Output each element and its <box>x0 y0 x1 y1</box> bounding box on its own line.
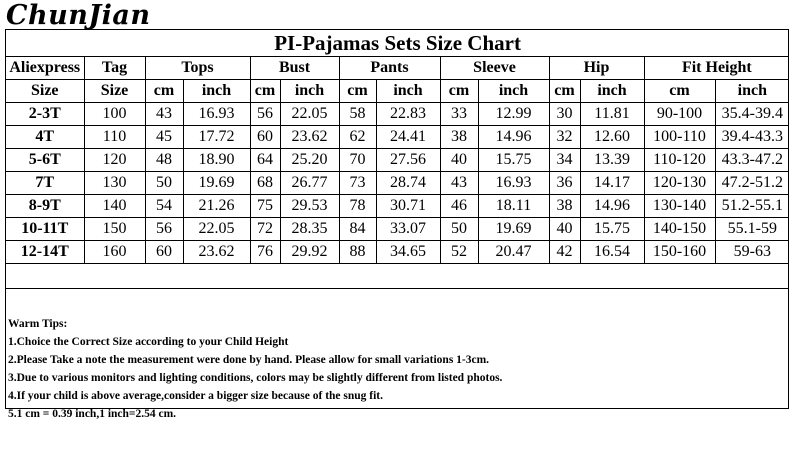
brand-logo-text: ChunJian <box>6 0 151 31</box>
warm-tips <box>6 288 789 423</box>
size-table <box>6 30 789 264</box>
cell-sleeve-inch: 14.96 <box>478 126 549 149</box>
cell-height-cm: 140-150 <box>644 218 715 241</box>
table-row <box>6 149 789 172</box>
cell-hip-inch: 16.54 <box>580 241 644 264</box>
cell-tag: 150 <box>84 218 145 241</box>
tip-item: 3.Due to various monitors and lighting conditions, colors may be slightly different from listed photos. <box>8 372 503 384</box>
cell-size: 4T <box>6 126 84 149</box>
table-row <box>6 172 789 195</box>
header-pants: Pants <box>339 57 440 80</box>
cell-size: 5-6T <box>6 149 84 172</box>
cell-bust-inch: 26.77 <box>280 172 339 195</box>
cell-height-inch: 59-63 <box>715 241 789 264</box>
cell-tops-inch: 21.26 <box>183 195 250 218</box>
cell-height-inch: 55.1-59 <box>715 218 789 241</box>
tip-item: 1.Choice the Correct Size according to your Child Height <box>8 336 289 348</box>
cell-tag: 160 <box>84 241 145 264</box>
header-sleeve-cm: cm <box>440 80 478 103</box>
cell-height-inch: 39.4-43.3 <box>715 126 789 149</box>
header-size: Size <box>6 80 84 103</box>
cell-sleeve-inch: 16.93 <box>478 172 549 195</box>
cell-tops-cm: 54 <box>145 195 183 218</box>
header-row-sub <box>6 80 789 103</box>
cell-size: 2-3T <box>6 103 84 126</box>
cell-hip-cm: 34 <box>549 149 580 172</box>
header-hip-inch: inch <box>580 80 644 103</box>
header-bust: Bust <box>250 57 339 80</box>
cell-pants-inch: 33.07 <box>376 218 440 241</box>
cell-tops-cm: 48 <box>145 149 183 172</box>
cell-tops-inch: 23.62 <box>183 241 250 264</box>
cell-pants-inch: 22.83 <box>376 103 440 126</box>
cell-height-inch: 43.3-47.2 <box>715 149 789 172</box>
header-pants-inch: inch <box>376 80 440 103</box>
cell-bust-cm: 60 <box>250 126 280 149</box>
cell-sleeve-inch: 20.47 <box>478 241 549 264</box>
cell-tops-inch: 22.05 <box>183 218 250 241</box>
cell-bust-inch: 29.53 <box>280 195 339 218</box>
cell-height-cm: 90-100 <box>644 103 715 126</box>
cell-height-inch: 35.4-39.4 <box>715 103 789 126</box>
cell-sleeve-cm: 38 <box>440 126 478 149</box>
cell-sleeve-cm: 46 <box>440 195 478 218</box>
cell-sleeve-cm: 33 <box>440 103 478 126</box>
table-row <box>6 218 789 241</box>
cell-tag: 120 <box>84 149 145 172</box>
header-hip-cm: cm <box>549 80 580 103</box>
cell-height-cm: 130-140 <box>644 195 715 218</box>
cell-bust-cm: 68 <box>250 172 280 195</box>
cell-height-cm: 110-120 <box>644 149 715 172</box>
title-row <box>6 30 789 57</box>
cell-sleeve-inch: 19.69 <box>478 218 549 241</box>
header-pants-cm: cm <box>339 80 376 103</box>
cell-size: 10-11T <box>6 218 84 241</box>
cell-pants-inch: 24.41 <box>376 126 440 149</box>
table-row <box>6 103 789 126</box>
cell-tag: 130 <box>84 172 145 195</box>
header-fit-height: Fit Height <box>644 57 789 80</box>
cell-tag: 140 <box>84 195 145 218</box>
cell-pants-inch: 34.65 <box>376 241 440 264</box>
header-bust-cm: cm <box>250 80 280 103</box>
chart-title: PI-Pajamas Sets Size Chart <box>6 30 789 57</box>
cell-hip-inch: 11.81 <box>580 103 644 126</box>
header-hip: Hip <box>549 57 644 80</box>
cell-tops-cm: 50 <box>145 172 183 195</box>
cell-tag: 110 <box>84 126 145 149</box>
cell-hip-inch: 14.96 <box>580 195 644 218</box>
header-height-cm: cm <box>644 80 715 103</box>
header-sleeve: Sleeve <box>440 57 549 80</box>
cell-size: 8-9T <box>6 195 84 218</box>
cell-pants-inch: 27.56 <box>376 149 440 172</box>
cell-size: 12-14T <box>6 241 84 264</box>
cell-pants-inch: 30.71 <box>376 195 440 218</box>
cell-bust-inch: 22.05 <box>280 103 339 126</box>
cell-tag: 100 <box>84 103 145 126</box>
tip-item: 5.1 cm = 0.39 inch,1 inch=2.54 cm. <box>8 408 177 420</box>
cell-pants-cm: 62 <box>339 126 376 149</box>
cell-height-inch: 51.2-55.1 <box>715 195 789 218</box>
cell-sleeve-inch: 12.99 <box>478 103 549 126</box>
cell-pants-cm: 88 <box>339 241 376 264</box>
cell-hip-cm: 40 <box>549 218 580 241</box>
cell-pants-cm: 84 <box>339 218 376 241</box>
cell-hip-inch: 15.75 <box>580 218 644 241</box>
cell-bust-inch: 25.20 <box>280 149 339 172</box>
header-tag-size: Size <box>84 80 145 103</box>
table-row <box>6 241 789 264</box>
table-row <box>6 195 789 218</box>
cell-tops-cm: 43 <box>145 103 183 126</box>
cell-tops-inch: 17.72 <box>183 126 250 149</box>
tips-heading: Warm Tips: <box>8 318 68 330</box>
cell-hip-cm: 38 <box>549 195 580 218</box>
cell-tops-inch: 16.93 <box>183 103 250 126</box>
header-tops-inch: inch <box>183 80 250 103</box>
cell-pants-cm: 70 <box>339 149 376 172</box>
cell-hip-cm: 32 <box>549 126 580 149</box>
cell-pants-inch: 28.74 <box>376 172 440 195</box>
tip-item: 2.Please Take a note the measurement were done by hand. Please allow for small variations 1-3cm. <box>8 354 490 366</box>
cell-sleeve-inch: 18.11 <box>478 195 549 218</box>
cell-tops-cm: 60 <box>145 241 183 264</box>
cell-hip-cm: 30 <box>549 103 580 126</box>
table-row <box>6 126 789 149</box>
cell-height-cm: 150-160 <box>644 241 715 264</box>
cell-tops-cm: 45 <box>145 126 183 149</box>
tip-item: 4.If your child is above average,consider a bigger size because of the snug fit. <box>8 390 384 402</box>
header-tops: Tops <box>145 57 250 80</box>
cell-hip-inch: 13.39 <box>580 149 644 172</box>
header-tag: Tag <box>84 57 145 80</box>
cell-height-inch: 47.2-51.2 <box>715 172 789 195</box>
cell-bust-cm: 72 <box>250 218 280 241</box>
cell-pants-cm: 78 <box>339 195 376 218</box>
header-height-inch: inch <box>715 80 789 103</box>
cell-bust-cm: 64 <box>250 149 280 172</box>
cell-hip-cm: 42 <box>549 241 580 264</box>
cell-hip-inch: 12.60 <box>580 126 644 149</box>
cell-bust-cm: 76 <box>250 241 280 264</box>
cell-sleeve-cm: 43 <box>440 172 478 195</box>
cell-bust-inch: 28.35 <box>280 218 339 241</box>
header-row-top <box>6 57 789 80</box>
header-bust-inch: inch <box>280 80 339 103</box>
cell-hip-inch: 14.17 <box>580 172 644 195</box>
cell-bust-inch: 23.62 <box>280 126 339 149</box>
cell-bust-cm: 56 <box>250 103 280 126</box>
size-chart <box>5 29 789 420</box>
cell-sleeve-cm: 40 <box>440 149 478 172</box>
cell-height-cm: 120-130 <box>644 172 715 195</box>
cell-bust-inch: 29.92 <box>280 241 339 264</box>
cell-sleeve-inch: 15.75 <box>478 149 549 172</box>
cell-pants-cm: 58 <box>339 103 376 126</box>
header-aliexpress: Aliexpress <box>6 57 84 80</box>
cell-tops-inch: 18.90 <box>183 149 250 172</box>
cell-sleeve-cm: 50 <box>440 218 478 241</box>
cell-tops-inch: 19.69 <box>183 172 250 195</box>
cell-bust-cm: 75 <box>250 195 280 218</box>
cell-pants-cm: 73 <box>339 172 376 195</box>
cell-sleeve-cm: 52 <box>440 241 478 264</box>
cell-height-cm: 100-110 <box>644 126 715 149</box>
cell-tops-cm: 56 <box>145 218 183 241</box>
cell-hip-cm: 36 <box>549 172 580 195</box>
cell-size: 7T <box>6 172 84 195</box>
header-sleeve-inch: inch <box>478 80 549 103</box>
header-tops-cm: cm <box>145 80 183 103</box>
